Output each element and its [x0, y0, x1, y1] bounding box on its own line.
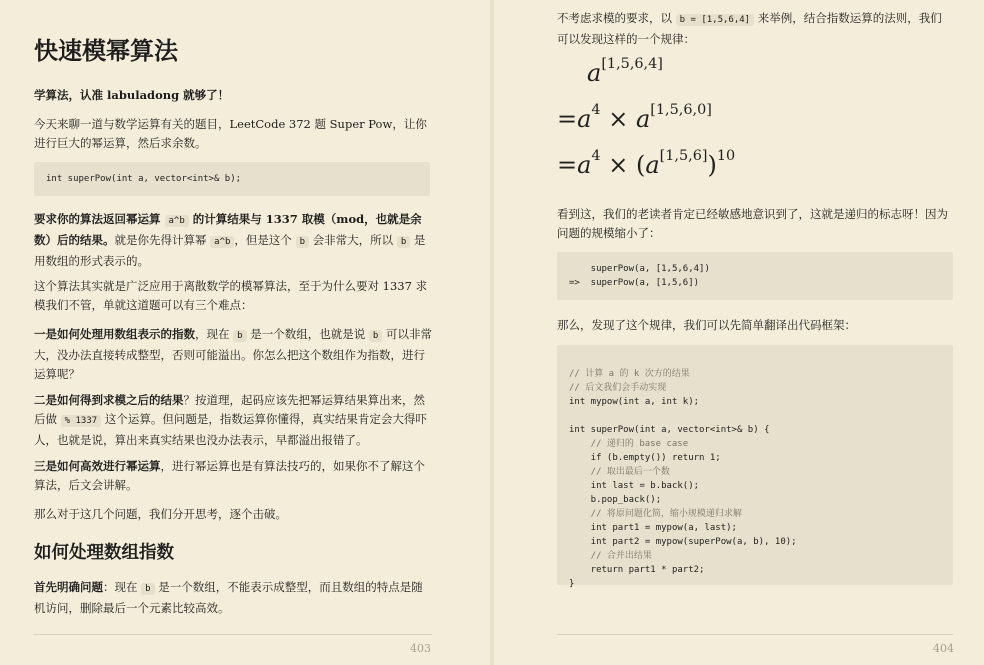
difficulty-two: 二是如何得到求模之后的结果？按道理，起码应该先把幂运算结果算出来，然后做 % 1337 这个运算。但问题是，指数运算你懂得，真实结果肯定会大得吓人，也就是说，算出来真实结果也没办法表示，早都溢出报错了。 — [34, 393, 427, 447]
framework-paragraph: 那么，发现了这个规律，我们可以先简单翻译出代码框架： — [557, 318, 856, 332]
formula-line-3: $=a^4 \times (a[1,5,6])^{10}$ — [557, 148, 736, 179]
problem-statement: 首先明确问题：现在 b 是一个数组，不能表示成整型，而且数组的特点是随机访问，删除最后一个元素比较高效。 — [34, 580, 423, 615]
difficulty-one: 一是如何处理用数组表示的指数，现在 b 是一个数组，也就是说 b 可以非常大，没办法直接转成整型，否则可能溢出。你怎么把这个数组作为指数，进行运算呢？ — [34, 327, 432, 381]
code-block-framework: // 计算 a 的 k 次方的结果 // 后文我们会手动实现 int mypow(int a, int k); int superPow(int a, vector<int>& b) { // 递归的 base case if (b.empty()) return 1; // 取出最后一个数 int last = b.back(); b.pop_back(); // 将原问题化简，缩小规模递归求解 int part1 = mypow(a, last); int part2 = mypow(superPow(a, b), 10); // 合并出结果 return part1 * part2; } — [557, 345, 953, 585]
code-block-signature: int superPow(int a, vector<int>& b); — [34, 162, 430, 196]
intro-paragraph: 今天来聊一道与数学运算有关的题目，LeetCode 372 题 Super Pow，让你进行巨大的幂运算，然后求余数。 — [34, 117, 427, 150]
formula-line-2: $=a^4 \times a[1,5,6,0]$ — [557, 102, 712, 133]
requirement-paragraph: 要求你的算法返回幂运算 a^b 的计算结果与 1337 取模（mod，也就是余数）后的结果。就是你先得计算幂 a^b ，但是这个 b 会非常大，所以 b 是用数组的形式表示的。 — [34, 212, 426, 268]
page-title: 快速模幂算法 — [34, 36, 178, 65]
section-heading: 如何处理数组指数 — [34, 543, 174, 563]
intro-bold: 学算法，认准 labuladong 就够了！ — [34, 88, 230, 102]
difficulty-three: 三是如何高效进行幂运算，进行幂运算也是有算法技巧的，如果你不了解这个算法，后文会讲解。 — [34, 459, 425, 492]
code-block-recursion: superPow(a, [1,5,6,4]) => superPow(a, [1,5,6]) — [557, 252, 953, 300]
left-page — [0, 0, 490, 665]
conclusion-paragraph: 那么对于这几个问题，我们分开思考，逐个击破。 — [34, 507, 287, 521]
right-page — [494, 0, 984, 665]
example-paragraph: 不考虑求模的要求，以 b = [1,5,6,4] 来举例，结合指数运算的法则，我们可以发现这样的一个规律： — [557, 11, 942, 46]
footer-divider — [34, 634, 432, 635]
formula-line-1: a[1,5,6,4] — [587, 56, 663, 87]
math-formula — [557, 55, 953, 195]
page-number: 404 — [933, 642, 954, 655]
page-number: 403 — [410, 642, 431, 655]
footer-divider — [557, 634, 953, 635]
recursion-paragraph: 看到这，我们的老读者肯定已经敏感地意识到了，这就是递归的标志呀！因为问题的规模缩小了： — [557, 207, 948, 240]
difficulty-intro: 这个算法其实就是广泛应用于离散数学的模幂算法，至于为什么要对 1337 求模我们不管，单就这道题可以有三个难点： — [34, 279, 428, 312]
